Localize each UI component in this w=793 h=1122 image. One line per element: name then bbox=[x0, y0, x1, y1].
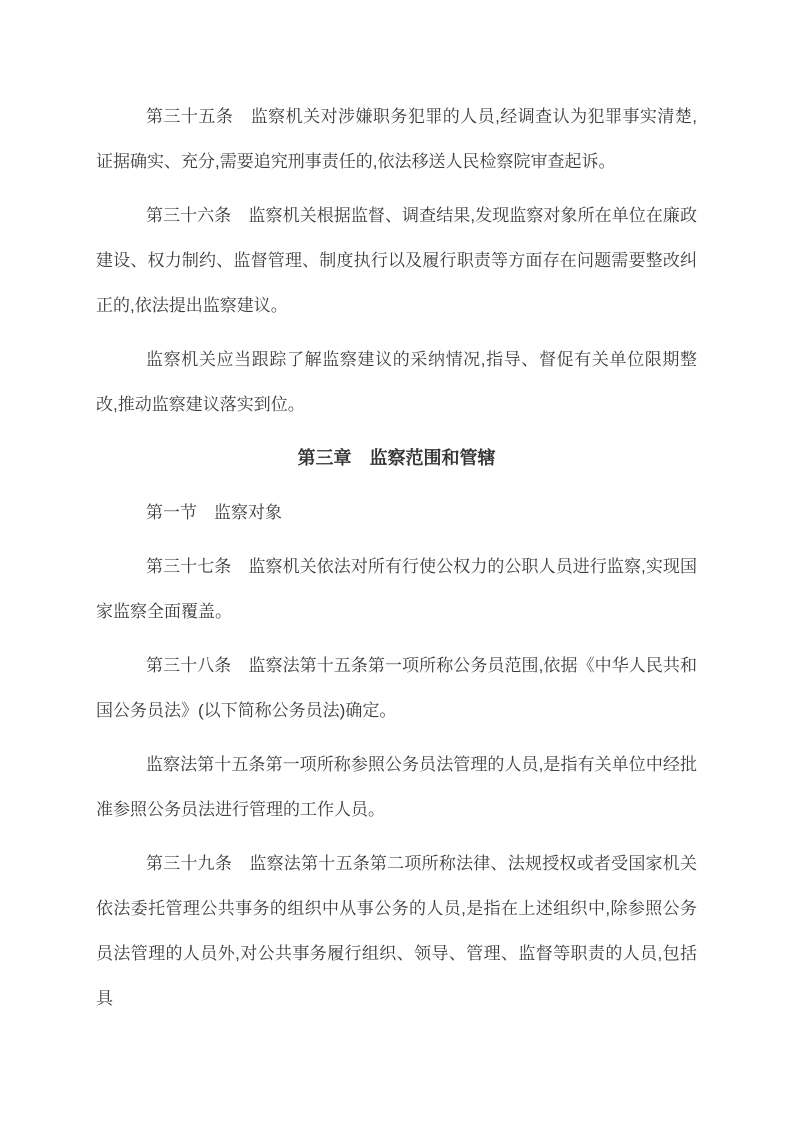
paragraph-article-36-continued: 监察机关应当跟踪了解监察建议的采纳情况,指导、督促有关单位限期整改,推动监察建议落实到位。 bbox=[96, 350, 697, 414]
chapter-heading: 第三章 监察范围和管辖 bbox=[297, 448, 496, 468]
paragraph-article-39: 第三十九条 监察法第十五条第二项所称法律、法规授权或者受国家机关依法委托管理公共事务的组织中从事公务的人员,是指在上述组织中,除参照公务员法管理的人员外,对公共事务履行组织、领导、管理、监督等职责的人员,包括具 bbox=[96, 854, 697, 1008]
paragraph-article-36: 第三十六条 监察机关根据监督、调查结果,发现监察对象所在单位在廉政建设、权力制约、监督管理、制度执行以及履行职责等方面存在问题需要整改纠正的,依法提出监察建议。 bbox=[96, 206, 697, 315]
paragraph-article-38: 第三十八条 监察法第十五条第一项所称公务员范围,依据《中华人民共和国公务员法》(以下简称公务员法)确定。 bbox=[96, 656, 697, 720]
paragraph-article-35: 第三十五条 监察机关对涉嫌职务犯罪的人员,经调查认为犯罪事实清楚,证据确实、充分,需要追究刑事责任的,依法移送人民检察院审查起诉。 bbox=[96, 107, 697, 171]
section-heading: 第一节 监察对象 bbox=[146, 503, 282, 522]
paragraph-article-37: 第三十七条 监察机关依法对所有行使公权力的公职人员进行监察,实现国家监察全面覆盖。 bbox=[96, 557, 697, 621]
paragraph-article-38-continued: 监察法第十五条第一项所称参照公务员法管理的人员,是指有关单位中经批准参照公务员法进行管理的工作人员。 bbox=[96, 755, 697, 819]
